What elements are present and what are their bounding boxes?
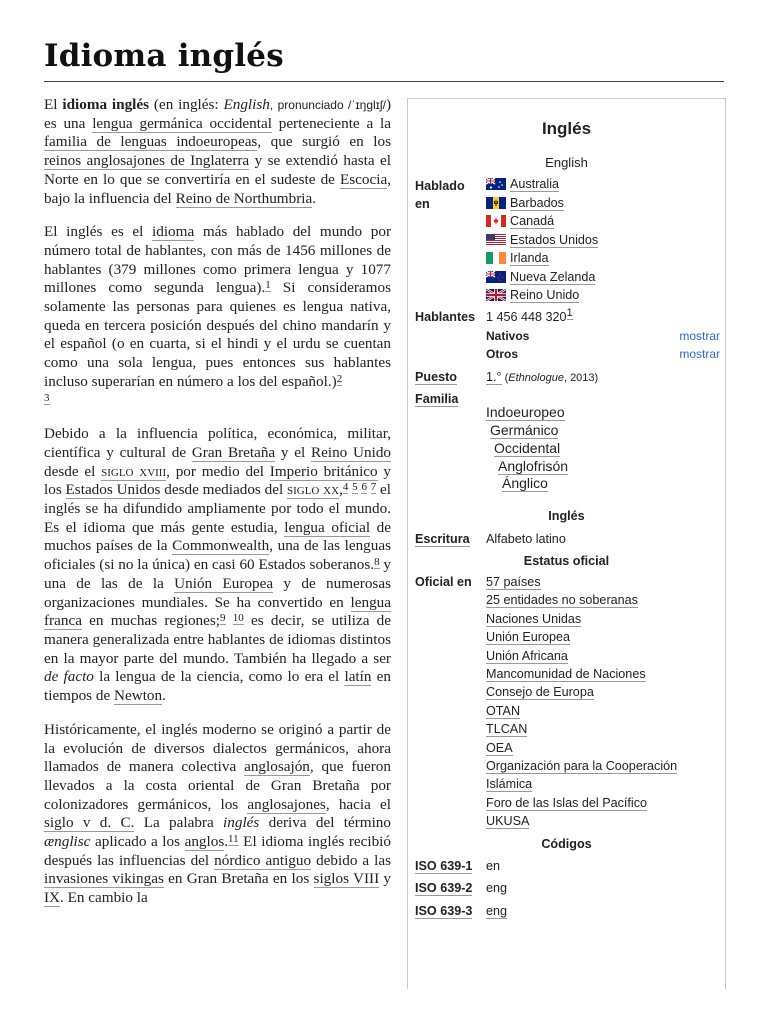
australia-flag-icon [486, 178, 506, 190]
infobox-subtitle: English [545, 155, 588, 170]
familia-item[interactable]: Germánico [490, 422, 559, 438]
infobox-title: Inglés [541, 119, 592, 138]
link-siglos-viii[interactable]: siglos VIII [313, 870, 380, 888]
oficial-item: Unión Europea [486, 630, 571, 645]
label-familia[interactable]: Familia [415, 392, 459, 406]
escritura-value: Alfabeto latino [486, 532, 566, 546]
country-item [486, 177, 598, 196]
label-oficial-en: Oficial en [415, 575, 472, 589]
reference-link[interactable]: 6 [361, 481, 367, 494]
section-ingles: Inglés [548, 509, 585, 523]
paragraph-intro: El idioma inglés (en inglés: English, pronunciado /ˈɪŋɡlɪʃ/) es una lengua germánica occidental perteneciente a la familia de lenguas indoeuropeas, que surgió en los reinos anglosajones de Inglaterra y se extendió hasta el Norte en lo que se convertiría en el sudeste de Escocia, bajo la influencia del Reino de Northumbria. [44, 96, 391, 207]
oficial-item: Organización para la Cooperación [486, 758, 678, 773]
link-imperio-britanico[interactable]: Imperio británico [269, 462, 378, 480]
reference-link[interactable]: 5 [352, 481, 358, 494]
label-hablado-en: Hablado en [415, 179, 465, 211]
country-link[interactable]: Reino Unido [510, 288, 580, 302]
familia-item[interactable]: Indoeuropeo [486, 404, 565, 420]
reference-link[interactable]: 4 [342, 481, 349, 494]
country-item [486, 288, 598, 307]
label-puesto[interactable]: Puesto [415, 370, 457, 384]
paragraph-hablantes: El inglés es el idioma más hablado del mundo por número total de hablantes, con más de 1456 millones de hablantes (379 millones como primera lengua y 1077 millones como segunda lengua).$^1$ Si consideramos solamente las personas para quienes es lengua nativa, queda en tercera posición después del chino mandarín y el español (o en cuarta, si el hindi y el urdu se cuentan como una sola lengua, pues entonces sus hablantes incluso superarían en número a los del español.)$^2$ $^3$ [44, 223, 392, 404]
reference-link[interactable]: 1 [566, 307, 573, 319]
label-iso-639-1[interactable]: ISO 639-1 [415, 859, 473, 873]
country-item [486, 196, 598, 215]
bold-term: idioma inglés [62, 96, 150, 113]
page-title: Idioma inglés [44, 38, 284, 74]
iso-639-3-value[interactable]: eng [486, 904, 508, 918]
oficial-item: 57 países [486, 575, 541, 589]
reference-link[interactable]: 8 [374, 556, 380, 569]
country-link[interactable]: Irlanda [510, 251, 549, 265]
country-item [486, 214, 598, 233]
link-ix[interactable]: IX [44, 889, 61, 907]
iso-639-1-value: en [486, 859, 501, 873]
link-familia-indoeuropea[interactable]: familia de lenguas indoeuropeas [44, 133, 258, 151]
country-item [486, 233, 598, 252]
paragraph-influencia: Debido a la influencia política, económica, militar, científica y cultural de Gran Bretaña y el Reino Unido desde el siglo xviii, por medio del Imperio británico y los Estados Unidos desde mediados del siglo xx,$^4$ $^5$ $^6$ $^7$ el inglés se ha difundido ampliamente por todo el mundo. Es el idioma que más gente estudia, lengua oficial de muchos países de la Commonwealth, una de las lenguas oficiales (si no la única) en casi 60 Estados soberanos.$^8$ y una de las de la Unión Europea y de numerosas organizaciones mundiales. Se ha convertido en lengua franca en muchas regiones;$^9$ $^{10}$ es decir, se utiliza de manera generalizada entre hablantes de idiomas distintos en la mayor parte del mundo. También ha llegado a ser de facto la lengua de la ciencia, como lo era el latín en tiempos de Newton. [44, 425, 392, 705]
iso-639-2-value: eng [486, 881, 508, 895]
oficial-item: Consejo de Europa [486, 685, 594, 700]
oficial-item: UKUSA [486, 814, 530, 829]
country-link[interactable]: Canadá [510, 214, 555, 228]
ipa-link[interactable]: /ˈɪŋɡlɪʃ/ [348, 98, 386, 112]
link-siglo-xx[interactable]: siglo xx [286, 481, 340, 499]
link-reino-unido[interactable]: Reino Unido [311, 443, 392, 461]
country-link[interactable]: Australia [510, 177, 559, 191]
reference-link[interactable]: 1 [265, 279, 271, 292]
link-reinos-anglosajones[interactable]: reinos anglosajones de Inglaterra [44, 152, 250, 170]
reference-link[interactable]: 3 [44, 391, 50, 404]
link-union-europea[interactable]: Unión Europea [174, 574, 274, 592]
oficial-list [486, 575, 677, 832]
familia-item[interactable]: Anglofrisón [498, 458, 569, 474]
link-escocia[interactable]: Escocia [339, 170, 388, 188]
paragraph-historia: Históricamente, el inglés moderno se originó a partir de la evolución de diversos dialectos germánicos, ahora llamados de manera colectiva anglosajón, que fueron llevados a la costa oriental de Gran Bretaña por colonizadores germánicos, los anglosajones, hacia el siglo v d. C. La palabra inglés deriva del término ænglisc aplicado a los anglos.$^{11}$ El idioma inglés recibió después las influencias del nórdico antiguo debido a las invasiones vikingas en Gran Bretaña en los siglos VIII y IX. En cambio la [44, 720, 392, 907]
link-commonwealth[interactable]: Commonwealth [172, 537, 270, 555]
link-gran-bretana[interactable]: Gran Bretaña [191, 443, 276, 461]
barbados-flag-icon [486, 197, 506, 209]
label-nativos: Nativos [486, 329, 530, 343]
infobox [407, 98, 726, 989]
country-item [486, 251, 598, 270]
oficial-item: Mancomunidad de Naciones [486, 666, 646, 681]
reference-link[interactable]: 10 [232, 612, 244, 625]
link-anglosajones[interactable]: anglosajones [247, 795, 326, 813]
link-latin[interactable]: latín [344, 668, 372, 686]
link-nordico-antiguo[interactable]: nórdico antiguo [214, 851, 312, 869]
oficial-item: OEA [486, 740, 513, 755]
oficial-item: TLCAN [486, 722, 528, 737]
oficial-item: Foro de las Islas del Pacífico [486, 795, 647, 810]
link-invasiones-vikingas[interactable]: invasiones vikingas [44, 870, 164, 888]
reference-link[interactable]: 11 [228, 833, 239, 846]
link-lengua-germanica[interactable]: lengua germánica occidental [92, 114, 272, 132]
oficial-item: Naciones Unidas [486, 611, 582, 626]
link-siglo-xviii[interactable]: siglo xviii [101, 462, 167, 480]
label-hablantes: Hablantes [415, 310, 476, 324]
link-lengua-franca[interactable]: lengua franca [44, 593, 391, 630]
reference-link[interactable]: 7 [370, 481, 377, 494]
canada-flag-icon [486, 215, 506, 227]
country-item [486, 270, 598, 289]
oficial-item: 25 entidades no soberanas [486, 593, 638, 608]
article-body [44, 96, 391, 923]
label-iso-639-2[interactable]: ISO 639-2 [415, 881, 473, 895]
ireland-flag-icon [486, 252, 506, 264]
familia-item[interactable]: Occidental [494, 440, 561, 456]
country-list [486, 177, 598, 307]
link-idioma[interactable]: idioma [152, 223, 195, 241]
country-link[interactable]: Estados Unidos [510, 232, 599, 247]
link-reino-northumbria[interactable]: Reino de Northumbria [175, 189, 313, 207]
section-estatus-oficial: Estatus oficial [523, 554, 610, 568]
uk-flag-icon [486, 289, 506, 301]
link-estados-unidos[interactable]: Estados Unidos [65, 481, 161, 499]
link-newton[interactable]: Newton [114, 687, 163, 705]
familia-item[interactable]: Ánglico [502, 475, 548, 491]
section-codigos: Códigos [541, 837, 592, 851]
link-anglosajon[interactable]: anglosajón [244, 758, 310, 776]
puesto-value: 1.° (Ethnologue, 2013) [486, 370, 599, 384]
title-divider [44, 81, 724, 82]
label-escritura[interactable]: Escritura [415, 532, 470, 546]
link-siglo-v[interactable]: siglo v d. C. [44, 814, 135, 832]
mostrar-nativos-link[interactable]: mostrar [679, 329, 720, 343]
country-link[interactable]: Nueva Zelanda [510, 269, 596, 284]
country-link[interactable]: Barbados [510, 195, 564, 210]
reference-link[interactable]: 9 [220, 612, 226, 625]
link-anglos[interactable]: anglos [184, 833, 225, 851]
new-zealand-flag-icon [486, 271, 506, 283]
usa-flag-icon [486, 234, 506, 246]
oficial-item: Unión Africana [486, 648, 568, 663]
hablantes-value: 1 456 448 3201 [486, 307, 573, 324]
reference-link[interactable]: 2 [336, 372, 343, 385]
link-lengua-oficial[interactable]: lengua oficial [284, 518, 371, 536]
label-iso-639-3[interactable]: ISO 639-3 [415, 904, 473, 918]
oficial-item: Islámica [486, 777, 533, 792]
mostrar-otros-link[interactable]: mostrar [679, 347, 720, 361]
oficial-item: OTAN [486, 703, 521, 718]
label-otros: Otros [486, 347, 519, 361]
